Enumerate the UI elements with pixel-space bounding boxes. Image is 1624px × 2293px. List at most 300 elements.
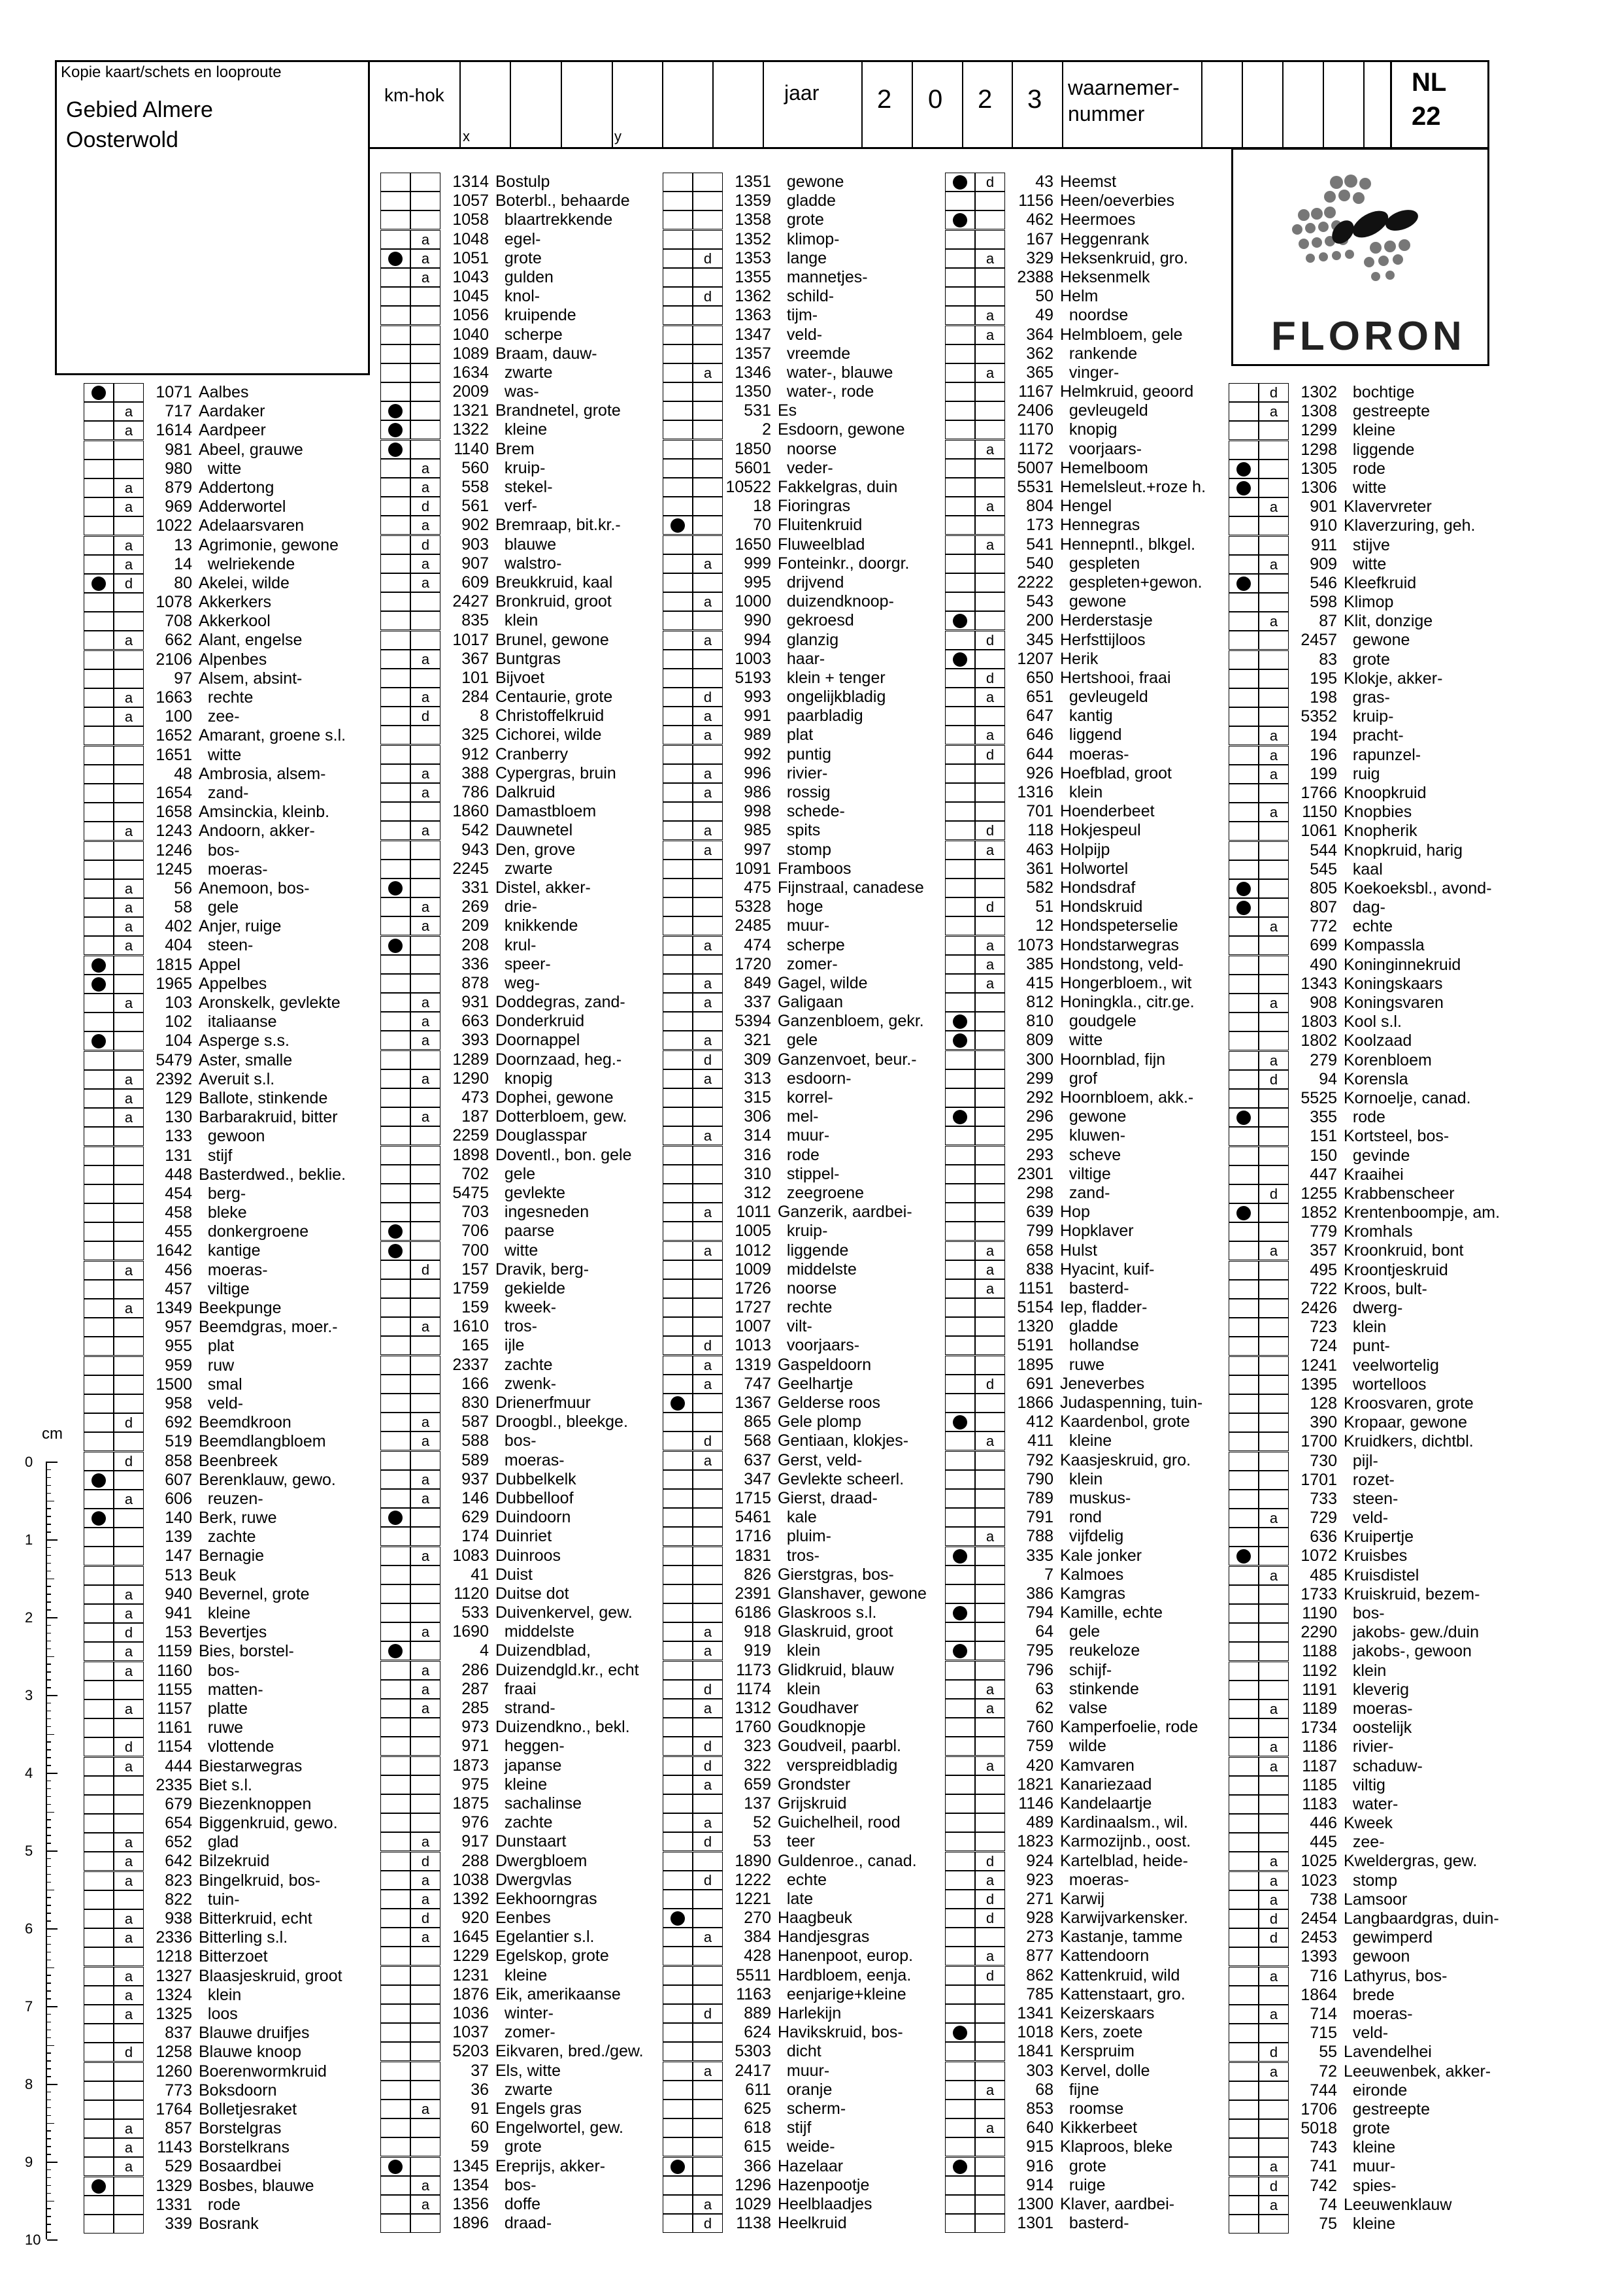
status-code[interactable]: d	[693, 688, 723, 707]
status-code[interactable]	[693, 1279, 723, 1298]
status-code[interactable]: a	[975, 2118, 1005, 2137]
presence-checkbox[interactable]	[84, 1241, 114, 1260]
status-code[interactable]	[693, 611, 723, 630]
presence-checkbox[interactable]	[380, 1527, 410, 1546]
status-code[interactable]	[114, 516, 144, 535]
presence-checkbox[interactable]	[663, 249, 693, 268]
presence-checkbox[interactable]	[1229, 956, 1259, 975]
presence-checkbox[interactable]	[380, 2157, 410, 2176]
status-code[interactable]: a	[410, 1699, 440, 1718]
status-code[interactable]: d	[975, 1890, 1005, 1909]
presence-checkbox[interactable]	[663, 1718, 693, 1737]
presence-checkbox[interactable]	[663, 420, 693, 439]
status-code[interactable]	[1259, 784, 1289, 803]
presence-checkbox[interactable]	[380, 1241, 410, 1260]
presence-checkbox[interactable]	[663, 382, 693, 401]
presence-checkbox[interactable]	[1229, 898, 1259, 917]
presence-checkbox[interactable]	[663, 1126, 693, 1145]
presence-checkbox[interactable]	[945, 1203, 975, 1222]
presence-checkbox[interactable]	[380, 993, 410, 1012]
presence-checkbox[interactable]	[84, 1375, 114, 1394]
status-code[interactable]: a	[1259, 2062, 1289, 2081]
status-code[interactable]: a	[114, 2157, 144, 2176]
status-code[interactable]	[1259, 898, 1289, 917]
status-code[interactable]	[1259, 631, 1289, 650]
presence-checkbox[interactable]	[84, 1013, 114, 1031]
presence-checkbox[interactable]	[84, 2119, 114, 2138]
presence-checkbox[interactable]	[84, 936, 114, 955]
presence-checkbox[interactable]	[663, 2062, 693, 2081]
status-code[interactable]	[410, 1279, 440, 1298]
presence-checkbox[interactable]	[663, 401, 693, 420]
presence-checkbox[interactable]	[663, 554, 693, 573]
status-code[interactable]	[114, 2100, 144, 2119]
presence-checkbox[interactable]	[663, 1356, 693, 1375]
presence-checkbox[interactable]	[945, 897, 975, 916]
presence-checkbox[interactable]	[1229, 1051, 1259, 1070]
status-code[interactable]	[114, 2081, 144, 2100]
presence-checkbox[interactable]	[663, 1641, 693, 1660]
status-code[interactable]	[975, 2062, 1005, 2081]
presence-checkbox[interactable]	[663, 230, 693, 249]
presence-checkbox[interactable]	[663, 1336, 693, 1355]
presence-checkbox[interactable]	[663, 1184, 693, 1203]
presence-checkbox[interactable]	[1229, 1852, 1259, 1871]
presence-checkbox[interactable]	[380, 1985, 410, 2004]
presence-checkbox[interactable]	[663, 707, 693, 726]
presence-checkbox[interactable]	[84, 1203, 114, 1222]
status-code[interactable]	[114, 1471, 144, 1490]
status-code[interactable]	[410, 1794, 440, 1813]
presence-checkbox[interactable]	[663, 860, 693, 879]
status-code[interactable]	[1259, 688, 1289, 707]
presence-checkbox[interactable]	[380, 2195, 410, 2214]
presence-checkbox[interactable]	[380, 459, 410, 478]
status-code[interactable]: a	[114, 1909, 144, 1928]
status-code[interactable]	[693, 535, 723, 554]
status-code[interactable]	[975, 1603, 1005, 1622]
presence-checkbox[interactable]	[1229, 1280, 1259, 1299]
status-code[interactable]	[410, 1356, 440, 1375]
status-code[interactable]	[1259, 1031, 1289, 1050]
status-code[interactable]	[410, 1146, 440, 1165]
presence-checkbox[interactable]	[84, 1432, 114, 1451]
status-code[interactable]	[1259, 2024, 1289, 2043]
presence-checkbox[interactable]	[380, 210, 410, 229]
presence-checkbox[interactable]	[663, 1622, 693, 1641]
presence-checkbox[interactable]	[663, 821, 693, 840]
status-code[interactable]: a	[1259, 1566, 1289, 1585]
status-code[interactable]	[1259, 669, 1289, 688]
presence-checkbox[interactable]	[663, 268, 693, 287]
presence-checkbox[interactable]	[945, 1794, 975, 1813]
status-code[interactable]: a	[114, 1261, 144, 1280]
presence-checkbox[interactable]	[380, 306, 410, 325]
presence-checkbox[interactable]	[945, 631, 975, 650]
status-code[interactable]	[410, 1508, 440, 1527]
presence-checkbox[interactable]	[663, 1050, 693, 1069]
presence-checkbox[interactable]	[663, 1966, 693, 1985]
presence-checkbox[interactable]	[945, 1508, 975, 1527]
status-code[interactable]	[114, 1528, 144, 1547]
status-code[interactable]: a	[114, 536, 144, 555]
presence-checkbox[interactable]	[945, 1775, 975, 1794]
status-code[interactable]: a	[975, 841, 1005, 860]
presence-checkbox[interactable]	[663, 879, 693, 897]
status-code[interactable]: d	[1259, 1070, 1289, 1089]
status-code[interactable]	[975, 459, 1005, 478]
presence-checkbox[interactable]	[1229, 1031, 1259, 1050]
status-code[interactable]	[693, 2023, 723, 2042]
status-code[interactable]	[410, 1336, 440, 1355]
status-code[interactable]: d	[975, 669, 1005, 688]
status-code[interactable]	[410, 879, 440, 897]
presence-checkbox[interactable]	[84, 1184, 114, 1203]
presence-checkbox[interactable]	[84, 555, 114, 574]
presence-checkbox[interactable]	[380, 2118, 410, 2137]
status-code[interactable]	[1259, 1413, 1289, 1432]
status-code[interactable]	[410, 1527, 440, 1546]
presence-checkbox[interactable]	[380, 2137, 410, 2156]
presence-checkbox[interactable]	[84, 2062, 114, 2081]
presence-checkbox[interactable]	[1229, 1623, 1259, 1642]
status-code[interactable]: a	[1259, 1737, 1289, 1756]
status-code[interactable]	[1259, 650, 1289, 669]
status-code[interactable]: a	[114, 2005, 144, 2024]
status-code[interactable]	[114, 1013, 144, 1031]
presence-checkbox[interactable]	[663, 516, 693, 535]
status-code[interactable]	[1259, 441, 1289, 460]
presence-checkbox[interactable]	[945, 1871, 975, 1890]
status-code[interactable]	[114, 1795, 144, 1814]
status-code[interactable]: a	[410, 1107, 440, 1126]
presence-checkbox[interactable]	[1229, 1471, 1259, 1490]
status-code[interactable]	[975, 2137, 1005, 2156]
status-code[interactable]	[693, 1603, 723, 1622]
presence-checkbox[interactable]	[380, 592, 410, 611]
presence-checkbox[interactable]	[84, 1318, 114, 1337]
presence-checkbox[interactable]	[1229, 612, 1259, 631]
presence-checkbox[interactable]	[380, 1394, 410, 1413]
status-code[interactable]	[1259, 1356, 1289, 1375]
status-code[interactable]	[975, 1107, 1005, 1126]
status-code[interactable]: d	[975, 631, 1005, 650]
presence-checkbox[interactable]	[84, 688, 114, 707]
presence-checkbox[interactable]	[84, 1146, 114, 1165]
presence-checkbox[interactable]	[663, 726, 693, 745]
presence-checkbox[interactable]	[663, 1547, 693, 1565]
presence-checkbox[interactable]	[84, 2005, 114, 2024]
status-code[interactable]: a	[975, 1699, 1005, 1718]
presence-checkbox[interactable]	[1229, 1165, 1259, 1184]
presence-checkbox[interactable]	[380, 707, 410, 726]
status-code[interactable]	[410, 287, 440, 306]
presence-checkbox[interactable]	[663, 745, 693, 764]
presence-checkbox[interactable]	[945, 173, 975, 192]
status-code[interactable]	[693, 1184, 723, 1203]
status-code[interactable]: d	[693, 1336, 723, 1355]
presence-checkbox[interactable]	[84, 822, 114, 841]
presence-checkbox[interactable]	[380, 1813, 410, 1832]
status-code[interactable]: d	[410, 1909, 440, 1928]
status-code[interactable]	[975, 611, 1005, 630]
presence-checkbox[interactable]	[663, 1451, 693, 1470]
presence-checkbox[interactable]	[1229, 497, 1259, 516]
presence-checkbox[interactable]	[945, 1126, 975, 1145]
status-code[interactable]: a	[975, 1871, 1005, 1890]
status-code[interactable]: a	[975, 936, 1005, 955]
status-code[interactable]	[114, 2196, 144, 2215]
presence-checkbox[interactable]	[945, 1832, 975, 1851]
status-code[interactable]: a	[1259, 555, 1289, 574]
presence-checkbox[interactable]	[1229, 1432, 1259, 1451]
status-code[interactable]: a	[1259, 1699, 1289, 1718]
presence-checkbox[interactable]	[663, 1413, 693, 1431]
status-code[interactable]	[410, 2214, 440, 2233]
status-code[interactable]	[693, 1718, 723, 1737]
presence-checkbox[interactable]	[1229, 1986, 1259, 2005]
status-code[interactable]: a	[693, 707, 723, 726]
presence-checkbox[interactable]	[663, 210, 693, 229]
status-code[interactable]: d	[693, 1832, 723, 1851]
status-code[interactable]	[975, 1184, 1005, 1203]
status-code[interactable]	[1259, 1547, 1289, 1565]
presence-checkbox[interactable]	[1229, 2138, 1259, 2157]
presence-checkbox[interactable]	[1229, 784, 1259, 803]
status-code[interactable]	[1259, 478, 1289, 497]
presence-checkbox[interactable]	[663, 306, 693, 325]
status-code[interactable]	[114, 956, 144, 975]
status-code[interactable]	[410, 2004, 440, 2023]
status-code[interactable]: a	[114, 1833, 144, 1852]
presence-checkbox[interactable]	[1229, 975, 1259, 994]
status-code[interactable]	[410, 344, 440, 363]
presence-checkbox[interactable]	[380, 631, 410, 650]
status-code[interactable]	[1259, 460, 1289, 478]
status-code[interactable]: a	[975, 1431, 1005, 1450]
status-code[interactable]: d	[410, 1260, 440, 1279]
status-code[interactable]	[975, 1661, 1005, 1680]
status-code[interactable]	[975, 192, 1005, 210]
presence-checkbox[interactable]	[945, 2137, 975, 2156]
status-code[interactable]	[1259, 2138, 1289, 2157]
status-code[interactable]: d	[410, 707, 440, 726]
status-code[interactable]	[114, 1947, 144, 1966]
status-code[interactable]: a	[1259, 1967, 1289, 1986]
status-code[interactable]	[114, 1337, 144, 1356]
status-code[interactable]	[693, 382, 723, 401]
presence-checkbox[interactable]	[84, 2196, 114, 2215]
presence-checkbox[interactable]	[945, 1813, 975, 1832]
status-code[interactable]: a	[410, 764, 440, 783]
status-code[interactable]	[410, 210, 440, 229]
status-code[interactable]	[114, 726, 144, 745]
status-code[interactable]	[114, 1776, 144, 1795]
presence-checkbox[interactable]	[1229, 2005, 1259, 2024]
status-code[interactable]	[693, 897, 723, 916]
presence-checkbox[interactable]	[1229, 1070, 1259, 1089]
presence-checkbox[interactable]	[663, 2176, 693, 2195]
presence-checkbox[interactable]	[84, 1642, 114, 1661]
status-code[interactable]: a	[975, 306, 1005, 325]
presence-checkbox[interactable]	[945, 1356, 975, 1375]
status-code[interactable]: d	[693, 2214, 723, 2233]
status-code[interactable]	[975, 1126, 1005, 1145]
presence-checkbox[interactable]	[380, 1317, 410, 1336]
status-code[interactable]	[1259, 822, 1289, 841]
presence-checkbox[interactable]	[663, 1375, 693, 1394]
status-code[interactable]	[114, 441, 144, 460]
status-code[interactable]	[1259, 1089, 1289, 1108]
status-code[interactable]	[693, 1260, 723, 1279]
status-code[interactable]	[975, 210, 1005, 229]
presence-checkbox[interactable]	[380, 2042, 410, 2061]
status-code[interactable]: d	[693, 287, 723, 306]
status-code[interactable]	[410, 841, 440, 860]
presence-checkbox[interactable]	[945, 1985, 975, 2004]
status-code[interactable]	[410, 611, 440, 630]
status-code[interactable]	[410, 1641, 440, 1660]
status-code[interactable]	[975, 2176, 1005, 2195]
status-code[interactable]	[114, 784, 144, 803]
presence-checkbox[interactable]	[945, 1890, 975, 1909]
status-code[interactable]	[1259, 1222, 1289, 1241]
status-code[interactable]	[975, 993, 1005, 1012]
status-code[interactable]	[1259, 1776, 1289, 1795]
status-code[interactable]	[114, 841, 144, 860]
status-code[interactable]	[975, 1203, 1005, 1222]
status-code[interactable]: d	[975, 173, 1005, 192]
presence-checkbox[interactable]	[380, 1584, 410, 1603]
status-code[interactable]: a	[410, 1317, 440, 1336]
presence-checkbox[interactable]	[1229, 2024, 1259, 2043]
status-code[interactable]	[693, 1852, 723, 1871]
presence-checkbox[interactable]	[380, 554, 410, 573]
presence-checkbox[interactable]	[380, 1699, 410, 1718]
presence-checkbox[interactable]	[663, 688, 693, 707]
presence-checkbox[interactable]	[945, 1088, 975, 1107]
status-code[interactable]: d	[693, 1680, 723, 1699]
status-code[interactable]	[693, 1565, 723, 1584]
presence-checkbox[interactable]	[84, 1737, 114, 1756]
status-code[interactable]: a	[410, 1871, 440, 1890]
presence-checkbox[interactable]	[945, 478, 975, 497]
status-code[interactable]: a	[114, 1852, 144, 1871]
presence-checkbox[interactable]	[1229, 1108, 1259, 1127]
presence-checkbox[interactable]	[945, 1279, 975, 1298]
presence-checkbox[interactable]	[380, 1966, 410, 1985]
status-code[interactable]: d	[114, 2043, 144, 2062]
presence-checkbox[interactable]	[1229, 1261, 1259, 1280]
presence-checkbox[interactable]	[663, 611, 693, 630]
status-code[interactable]	[410, 173, 440, 192]
status-code[interactable]: a	[410, 1890, 440, 1909]
status-code[interactable]	[410, 2062, 440, 2081]
presence-checkbox[interactable]	[1229, 650, 1259, 669]
status-code[interactable]	[693, 2157, 723, 2176]
status-code[interactable]	[975, 1317, 1005, 1336]
status-code[interactable]: a	[693, 1451, 723, 1470]
status-code[interactable]: a	[693, 1356, 723, 1375]
presence-checkbox[interactable]	[663, 1756, 693, 1775]
presence-checkbox[interactable]	[663, 592, 693, 611]
presence-checkbox[interactable]	[380, 1146, 410, 1165]
presence-checkbox[interactable]	[1229, 746, 1259, 765]
status-code[interactable]	[693, 2137, 723, 2156]
presence-checkbox[interactable]	[1229, 879, 1259, 898]
status-code[interactable]	[975, 1832, 1005, 1851]
status-code[interactable]	[114, 746, 144, 765]
status-code[interactable]	[410, 1088, 440, 1107]
status-code[interactable]: a	[1259, 1509, 1289, 1528]
presence-checkbox[interactable]	[84, 1509, 114, 1528]
status-code[interactable]	[975, 1813, 1005, 1832]
status-code[interactable]: a	[114, 1871, 144, 1890]
presence-checkbox[interactable]	[380, 363, 410, 382]
presence-checkbox[interactable]	[663, 1699, 693, 1718]
status-code[interactable]: a	[1259, 1241, 1289, 1260]
status-code[interactable]: a	[114, 1299, 144, 1318]
status-code[interactable]: d	[693, 1431, 723, 1450]
status-code[interactable]	[693, 2176, 723, 2195]
status-code[interactable]	[1259, 1452, 1289, 1471]
status-code[interactable]: a	[693, 1069, 723, 1088]
presence-checkbox[interactable]	[663, 1890, 693, 1909]
presence-checkbox[interactable]	[663, 1794, 693, 1813]
status-code[interactable]: a	[114, 688, 144, 707]
presence-checkbox[interactable]	[380, 916, 410, 935]
status-code[interactable]	[114, 460, 144, 478]
status-code[interactable]: a	[410, 688, 440, 707]
status-code[interactable]	[114, 1241, 144, 1260]
presence-checkbox[interactable]	[84, 1547, 114, 1565]
presence-checkbox[interactable]	[945, 821, 975, 840]
presence-checkbox[interactable]	[84, 650, 114, 669]
presence-checkbox[interactable]	[945, 2157, 975, 2176]
presence-checkbox[interactable]	[945, 841, 975, 860]
status-code[interactable]: d	[693, 249, 723, 268]
presence-checkbox[interactable]	[945, 1012, 975, 1031]
status-code[interactable]	[114, 765, 144, 784]
status-code[interactable]	[1259, 1795, 1289, 1814]
presence-checkbox[interactable]	[1229, 1528, 1259, 1547]
presence-checkbox[interactable]	[945, 1641, 975, 1660]
status-code[interactable]	[410, 1222, 440, 1241]
presence-checkbox[interactable]	[945, 1699, 975, 1718]
presence-checkbox[interactable]	[84, 478, 114, 497]
status-code[interactable]	[1259, 1318, 1289, 1337]
status-code[interactable]: a	[975, 440, 1005, 459]
status-code[interactable]	[693, 420, 723, 439]
presence-checkbox[interactable]	[663, 1241, 693, 1260]
status-code[interactable]: a	[693, 1813, 723, 1832]
presence-checkbox[interactable]	[1229, 1947, 1259, 1966]
status-code[interactable]	[975, 802, 1005, 821]
presence-checkbox[interactable]	[1229, 1776, 1259, 1795]
status-code[interactable]: a	[410, 1012, 440, 1031]
status-code[interactable]	[1259, 593, 1289, 612]
presence-checkbox[interactable]	[663, 1584, 693, 1603]
presence-checkbox[interactable]	[84, 1337, 114, 1356]
status-code[interactable]: a	[114, 1928, 144, 1947]
status-code[interactable]: d	[1259, 383, 1289, 402]
presence-checkbox[interactable]	[84, 1967, 114, 1986]
presence-checkbox[interactable]	[380, 1718, 410, 1737]
presence-checkbox[interactable]	[380, 1641, 410, 1660]
status-code[interactable]: a	[693, 764, 723, 783]
presence-checkbox[interactable]	[380, 1069, 410, 1088]
status-code[interactable]: a	[1259, 1890, 1289, 1909]
